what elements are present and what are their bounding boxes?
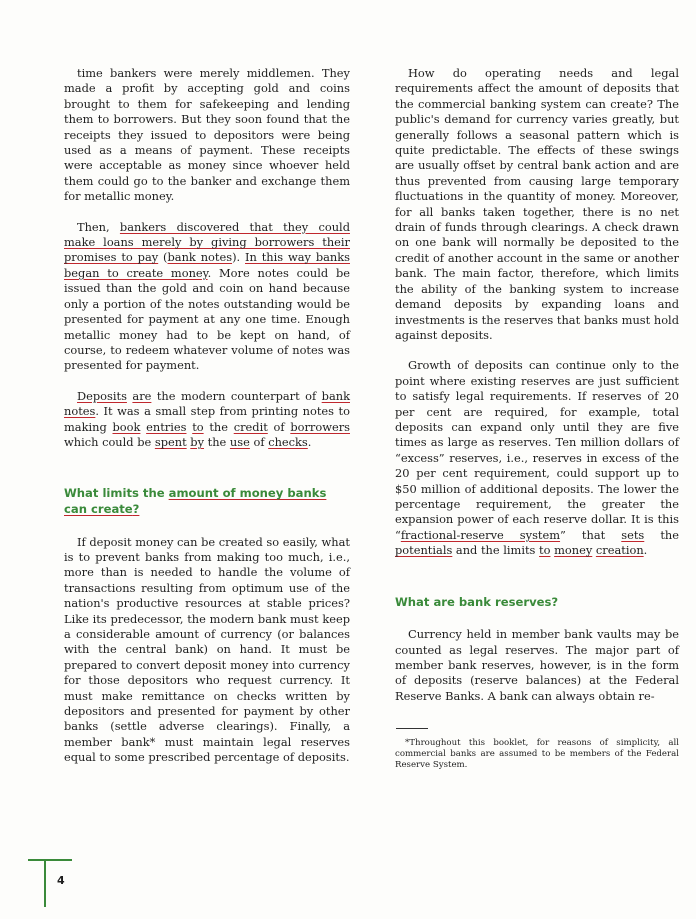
underlined-word: by (190, 434, 205, 449)
paragraph-bank-reserves: Currency held in member bank vaults may be counted as legal reserves. The major part of member bank reserves, however, is in the form of deposits (reserve balances) at the Federal Reserve Banks. A bank can always obtain re- (395, 627, 679, 703)
section-heading-limits (64, 486, 350, 517)
paragraph-deposit-limits: If deposit money can be created so easily, what is to prevent banks from making too much, i.e., more than is needed to handle the volume of transactions resulting from optimum use of the nation's productive resources at stable prices? Like its predecessor, the modern bank must keep a considerable amount of currency (or balances with the central bank) on hand. It must be prepared to convert deposit money into currency for those depositors who request currency. It must make remittance on checks written by depositors and presented for payment by other banks (settle adverse clearings). Finally, a member bank* must maintain legal reserves equal to some prescribed percentage of deposits. (64, 534, 350, 765)
underlined-word: credit (233, 419, 268, 434)
underlined-word: to (192, 419, 204, 434)
underlined-word: Deposits (77, 388, 127, 403)
text: of (267, 419, 291, 434)
text: ( (158, 250, 168, 265)
text: which could be (64, 434, 155, 449)
underlined-word: bank notes (64, 388, 350, 419)
text: . (643, 543, 648, 558)
underlined-phrase: ? (132, 501, 140, 516)
underlined-word: book (112, 419, 141, 434)
underlined-phrase: amount of money banks can create (64, 486, 327, 516)
footnote: *Throughout this booklet, for reasons of simplicity, all commercial banks are assumed to be members of the Federal Reserve System. (395, 738, 679, 771)
underlined-phrase: fractional-reserve system (400, 527, 561, 542)
text: the (644, 527, 679, 542)
underlined-word: are (132, 388, 152, 403)
text: of (249, 434, 269, 449)
text: What limits the (64, 486, 169, 501)
text: the modern counterpart of (151, 388, 322, 403)
underlined-word: use (229, 434, 250, 449)
underlined-phrase: bankers discovered that they could make loans merely by giving borrowers their promises to pay (64, 219, 350, 265)
folio-rule-horizontal (28, 859, 72, 861)
underlined-phrase: In this way banks began to create money (64, 250, 350, 280)
paragraph-bankers-middlemen: time bankers were merely middlemen. They made a profit by accepting gold and coins brought to them for safekeeping and lending them to borrowers. But they soon found that the receipts they issued to depositors were being used as a means of payment. These receipts were acceptable as money since whoever held them could go to the banker and exchange them for metallic money. (64, 66, 350, 204)
text: ). (232, 250, 245, 265)
underlined-word: money (554, 543, 593, 558)
text: the (204, 434, 230, 449)
section-heading-reserves: What are bank reserves? (395, 594, 559, 609)
right-column (395, 66, 679, 771)
underlined-word: borrowers (290, 419, 350, 434)
folio-rule-vertical (44, 859, 46, 907)
underlined-word: entries (146, 419, 187, 434)
text: . (307, 434, 312, 449)
text: Then, (77, 219, 120, 234)
underlined-word: potentials (395, 543, 453, 558)
text: Growth of deposits can continue only to the point where existing reserves are just sufficient to satisfy legal requirements. If reserves of 20 per cent are required, for example, total deposits can expand only until they are five times as large as reserves. Ten million dollars of “excess” reserves, i.e., reserves in excess of the 20 per cent requirement, could support up to $50 million of additional deposits. The lower the percentage requirement, the greater the expansion power of each reserve dollar. It is this “ (395, 358, 679, 542)
text: . More notes could be issued than the gold and coin on hand because only a portion of the notes outstanding would be presented for payment at any one time. Enough metallic money had to be kept on hand, of course, to redeem whatever volume of notes was presented for payment. (64, 265, 350, 373)
text: the (203, 419, 234, 434)
text: . It was a small step from printing notes to making (64, 404, 350, 434)
paragraph-growth-of-deposits (395, 358, 679, 558)
underlined-word: creation (595, 543, 644, 558)
underlined-phrase: bank notes (167, 250, 233, 265)
footnote-rule (396, 728, 428, 729)
paragraph-operating-needs: How do operating needs and legal requirements affect the amount of deposits that the commercial banking system can create? The public's demand for currency varies greatly, but generally follows a seasonal pattern which is quite predictable. The effects of these swings are usually offset by central bank action and are thus prevented from causing large temporary fluctuations in the quantity of money. Moreover, for all banks taken together, there is no net drain of funds through clearings. A check drawn on one bank will normally be deposited to the credit of another account in the same or another bank. The main factor, therefore, which limits the ability of the banking system to increase demand deposits by expanding loans and investments is the reserves that banks must hold against deposits. (395, 66, 679, 342)
underlined-word: sets (621, 527, 645, 542)
paragraph-bank-notes (64, 220, 350, 374)
left-column (64, 66, 350, 766)
text: ” that (560, 527, 622, 542)
text: and the limits (452, 543, 540, 558)
page-number: 4 (57, 874, 65, 887)
underlined-word: to (539, 543, 551, 558)
underlined-word: spent (154, 434, 187, 449)
paragraph-deposits (64, 389, 350, 451)
underlined-word: checks (268, 434, 308, 449)
